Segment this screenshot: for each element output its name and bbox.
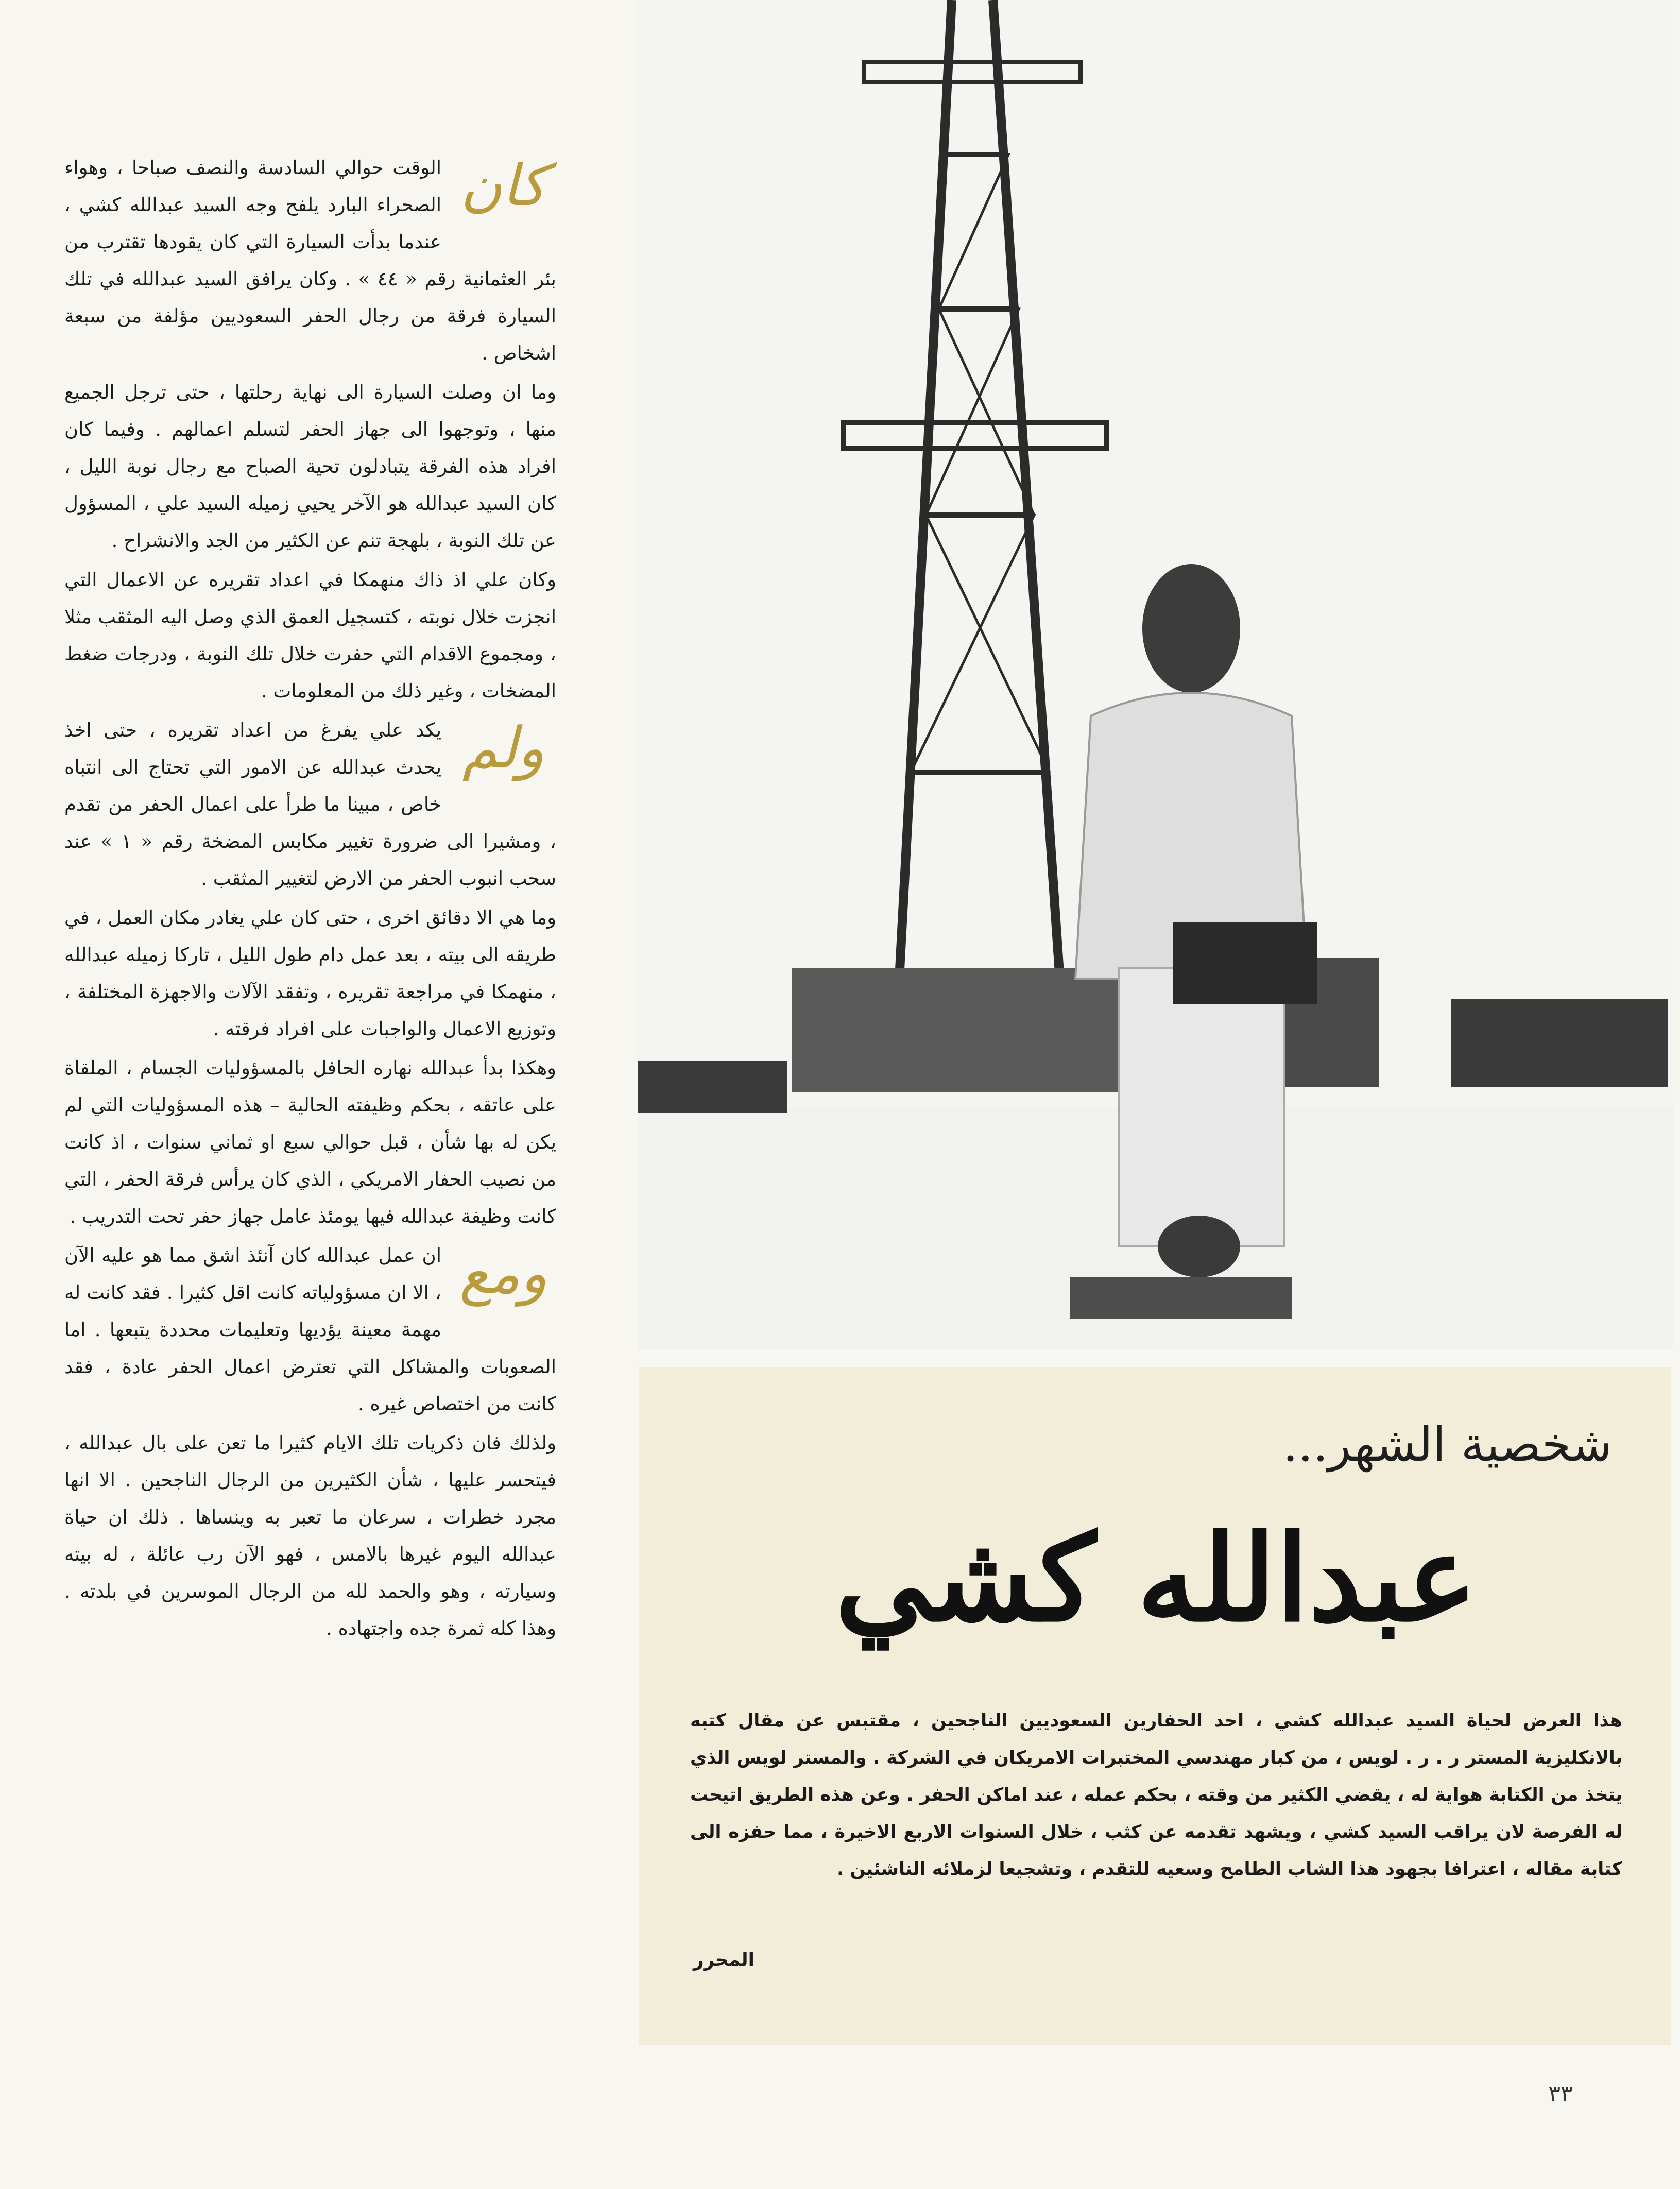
- paragraph-text: ان عمل عبدالله كان آنئذ اشق مما هو عليه الآن ، الا ان مسؤولياته كانت اقل كثيرا . فقد كانت له مهمة معينة يؤديها وتعليمات محددة يتبعها . اما الصعوبات والمشاكل التي تعترض اعمال الحفر عادة ، فقد كانت من اختصاص غيره .: [64, 1244, 556, 1415]
- paragraph-text: وهكذا بدأ عبدالله نهاره الحافل بالمسؤوليات الجسام ، الملقاة على عاتقه ، بحكم وظيفته الحالية – هذه المسؤوليات التي لم يكن له بها شأن ، قبل حوالي سبع او ثماني سنوات ، اذ كانت من نصيب الحفار الامريكي ، الذي كان يرأس فرقة الحفر ، التي كانت وظيفة عبدالله فيها يومئذ عامل جهاز حفر تحت التدريب .: [64, 1057, 556, 1227]
- feature-title-box: [639, 1367, 1671, 2045]
- feature-kicker: شخصية الشهر...: [1282, 1417, 1612, 1472]
- page-number: ٣٣: [1548, 2081, 1573, 2107]
- oil-rig-illustration: [638, 0, 1673, 1349]
- paragraph-text: وما ان وصلت السيارة الى نهاية رحلتها ، حتى ترجل الجميع منها ، وتوجهوا الى جهاز الحفر لتسلم اعمالهم . وفيما كان افراد هذه الفرقة يتبادلون تحية الصباح مع رجال نوبة الليل ، كان السيد عبدالله هو الآخر يحيي زميله السيد علي ، المسؤول عن تلك النوبة ، بلهجة تنم عن الكثير من الجد والانشراح .: [64, 381, 556, 552]
- article-paragraph: [64, 1237, 556, 1423]
- feature-name-title: عبدالله كشي: [835, 1509, 1478, 1648]
- paragraph-text: وكان علي اذ ذاك منهمكا في اعداد تقريره عن الاعمال التي انجزت خلال نوبته ، كتسجيل العمق الذي وصل اليه المثقب مثلا ، ومجموع الاقدام التي حفرت خلال تلك النوبة ، ودرجات ضغط المضخات ، وغير ذلك من المعلومات .: [64, 569, 556, 702]
- article-paragraph: [64, 712, 556, 897]
- feature-intro: هذا العرض لحياة السيد عبدالله كشي ، احد الحفارين السعوديين الناجحين ، مقتبس عن مقال كتبه بالانكليزية المستر ر . ر . لويس ، من كبار مهندسي المختبرات الامريكان في الشركة . والمستر لويس الذي يتخذ من الكتابة هواية له ، يقضي الكثير من وقته ، بحكم عمله ، عند اماكن الحفر . وعن هذه الطريق اتيحت له الفرصة لان يراقب السيد كشي ، ويشهد تقدمه عن كثب ، خلال السنوات الاربع الاخيرة ، مما حفزه الى كتابة مقاله ، اعترافا بجهود هذا الشاب الطامح وسعيه للتقدم ، وتشجيعا لزملائه الناشئين .: [690, 1711, 1622, 1879]
- article-paragraph: [64, 1425, 556, 1647]
- article-paragraph: [64, 1050, 556, 1235]
- dropcap: ولم: [462, 715, 545, 781]
- paragraph-text: الوقت حوالي السادسة والنصف صباحا ، وهواء الصحراء البارد يلفح وجه السيد عبدالله كشي ، عندما بدأت السيارة التي كان يقودها تقترب من بئر العثمانية رقم « ٤٤ » . وكان يرافق السيد عبدالله في تلك السيارة فرقة من رجال الحفر السعوديين مؤلفة من سبعة اشخاص .: [64, 157, 556, 364]
- paragraph-text: يكد علي يفرغ من اعداد تقريره ، حتى اخذ يحدث عبدالله عن الامور التي تحتاج الى انتباه خاص ، مبينا ما طرأ على اعمال الحفر من تقدم ، ومشيرا الى ضرورة تغيير مكابس المضخة رقم « ١ » عند سحب انبوب الحفر من الارض لتغيير المثقب .: [64, 719, 556, 890]
- article-paragraph: [64, 374, 556, 559]
- article-paragraph: [64, 561, 556, 710]
- dropcap: كان: [460, 152, 546, 218]
- editor-signature: المحرر: [693, 1949, 755, 1971]
- article-paragraph: [64, 149, 556, 372]
- oil-rig-photo: [638, 0, 1673, 1349]
- paragraph-text: وما هي الا دقائق اخرى ، حتى كان علي يغادر مكان العمل ، في طريقه الى بيته ، بعد عمل دام طول الليل ، تاركا زميله عبدالله ، منهمكا في مراجعة تقريره ، وتفقد الآلات والاجهزة المختلفة ، وتوزيع الاعمال والواجبات على افراد فرقته .: [64, 907, 556, 1040]
- article-text-column: [64, 149, 556, 1962]
- article-paragraph: [64, 899, 556, 1048]
- dropcap: ومع: [459, 1240, 547, 1306]
- paragraph-text: ولذلك فان ذكريات تلك الايام كثيرا ما تعن على بال عبدالله ، فيتحسر عليها ، شأن الكثيرين من الرجال الناجحين . الا انها مجرد خطرات ، سرعان ما تعبر به وينساها . ذلك ان حياة عبدالله اليوم غيرها بالامس ، فهو الآن رب عائلة ، له بيته وسيارته ، وهو والحمد لله من الرجال الموسرين في بلدته . وهذا كله ثمرة جده واجتهاده .: [64, 1432, 556, 1639]
